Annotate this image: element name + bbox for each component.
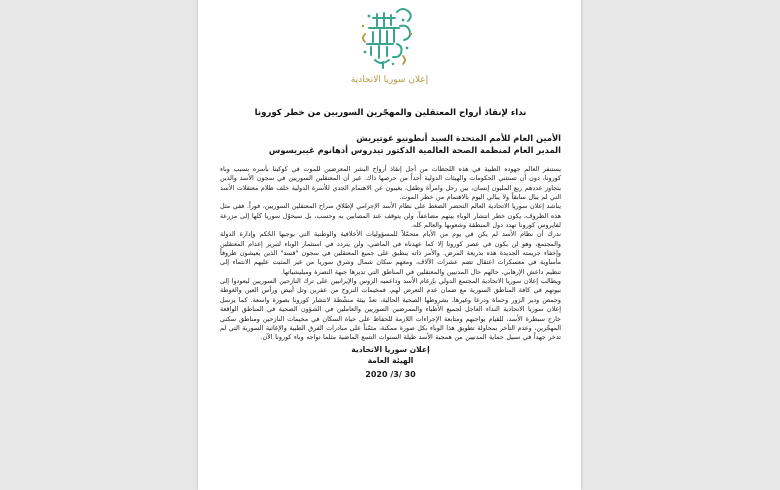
- signoff-organization: إعلان سوريا الاتحادية: [351, 344, 430, 354]
- federal-syria-logo-icon: [353, 4, 427, 72]
- signoff: [220, 344, 561, 381]
- document-body: [220, 108, 561, 381]
- paragraph: ويطالب إعلان سوريا الاتحادية المجتمع الدولي بإرغام الأسد وداعميه الروس والإيرانيين على ترك النازحين السوريين ليعودوا إلى بيوتهم في كافة المناطق السورية مع ضمان عدم التعرض لهم، فمخيمات النزوح من عفرين وتل أبيض ورأس العين والغوطة وحمص ودير الزور وحماة ودرعا وغيرها، بشروطها الصحية الحالية، تعدّ بيئة منشّطة لانتشار كورونا بصورة واسعة. كما يرسل إعلان سوريا الاتحادية النداء العاجل لجميع الأطباء والممرضين السوريين والعاملين في الشؤون الصحية في المناطق الواقعة خارج سيطرة الأسد، للقيام بواجبهم ومتابعة الإجراءات اللازمة للحفاظ على حياة السكان في مخيمات النازحين ومناطق سكنى المهجّرين، وعدم التأخر بمحاولة تطويق هذا الوباء بكل صورة ممكنة، مثمّناً على مبادرات الفرق الطبية والإغاثية السورية التي لم تدخر جهداً في سبيل حماية المدنيين من همجية الأسد طيلة السنوات التسع الماضية مثلما تواجه وباء كورونا الآن.: [220, 277, 561, 342]
- document-page: [198, 0, 581, 490]
- document-title: نداء لإنقاذ أرواح المعتقلين والمهجّرين السوريين من خطر كورونا: [254, 108, 527, 118]
- paragraph: يناشد إعلان سوريا الاتحادية العالم التحضر الضغط على نظام الأسد الإجرامي لإطلاق سراح المعتقلين السوريين، فوراً. ففي مثل هذه الظروف، يكون خطر انتشار الوباء بينهم مضاعفاً، ولن يتوقف عند المصابين به وحسب، بل سيحوّل سوريا كلها إلى مزرعة لفايروس كورونا تهدد دول المنطقة وشعوبها والعالم كله.: [220, 202, 561, 230]
- paragraph: يستنفر العالم جهوده الطبية في هذه اللحظات من أجل إنقاذ أرواح البشر المعرضين للموت في كوكبنا بأسره بسبب وباء كورونا، دون أن تستثني الحكومات والهيئات الدولية أحداً من حرصها ذاك. غير أن المعتقلين السوريين في سجون الأسد والذين يتجاوز عددهم ربع المليون إنسان، بين رجل وامرأة وطفل، يغيبون عن الاهتمام الجدي للأسرة الدولية خلف ظلام معتقلات الأسد التي لم يبال سابقاً ولا يبالي اليوم بالاهتمام من خطر الموت.: [220, 165, 561, 202]
- addressee-who-director-general: المدير العام لمنظمة الصحة العالمية الدكتور تيدروس أدهانوم غيبريسوس: [268, 145, 561, 155]
- addressees: [220, 132, 561, 156]
- signoff-date: 2020 /3/ 30: [365, 369, 416, 379]
- addressee-un-secretary-general: الأمين العام للأمم المتحدة السيد أنطونيو غوتيريش: [356, 133, 561, 143]
- logo-caption: إعلان سوريا الاتحادية: [350, 75, 429, 85]
- logo: [198, 4, 581, 85]
- signoff-body: الهيئة العامة: [367, 356, 414, 366]
- paragraph: ندرك أن نظام الأسد لم يكن في يوم من الأيام متحمّلاً للمسؤوليات الأخلاقية والوطنية التي يوجبها الحُكم وإدارة الدولة والمجتمع، وهو لن يكون في عصر كورونا إلا كما عهدناه في الماضي، ولن يتردد في استثمار الوباء لتبرير إعدام المعتقلين وإخفاء جريمته الجديدة هذه بذريعة المرض. والأمر ذاته ينطبق على جميع المعتقلين في سجون "قسد" الذين يعيشون ظروفاً مأساوية في معسكرات اعتقال تضم عشرات الآلاف، ومعهم سكان شمال وشرق سوريا من غير المثبت عليهم الانتماء إلى تنظيم داعش الإرهابي، حالهم حال المدنيين والمعتقلين في المناطق التي تديرها جبهة النصرة وميليشياتها.: [220, 230, 561, 276]
